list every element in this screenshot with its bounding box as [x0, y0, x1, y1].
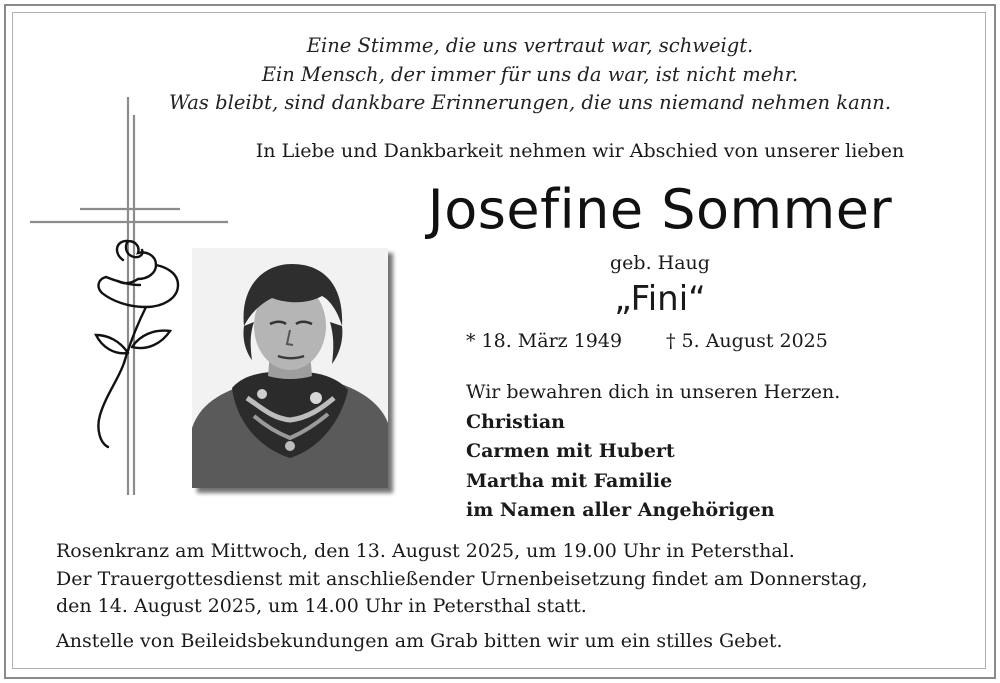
death-date: † 5. August 2025 — [666, 330, 828, 352]
maiden-name: geb. Haug — [610, 252, 710, 274]
mourners-block — [466, 378, 840, 526]
birth-date: * 18. März 1949 — [466, 330, 623, 352]
mourner-name: Christian — [466, 410, 565, 433]
closing-note: Anstelle von Beileidsbekundungen am Grab bitten wir um ein stilles Gebet. — [56, 630, 783, 652]
portrait-photo — [192, 248, 388, 488]
deceased-name: Josefine Sommer — [427, 178, 893, 241]
service-line-3: den 14. August 2025, um 14.00 Uhr in Petersthal statt. — [56, 595, 587, 617]
mourner-name: Carmen mit Hubert — [466, 440, 675, 462]
mourner-name: im Namen aller Angehörigen — [466, 499, 775, 521]
nickname: „Fini“ — [614, 279, 706, 319]
mourner-name: Martha mit Familie — [466, 469, 673, 492]
intro-text: In Liebe und Dankbarkeit nehmen wir Abschied von unserer lieben — [255, 140, 905, 162]
poem-line-3: Was bleibt, sind dankbare Erinnerungen, die uns niemand nehmen kann. — [168, 91, 892, 114]
service-line-1: Rosenkranz am Mittwoch, den 13. August 2025, um 19.00 Uhr in Petersthal. — [56, 540, 795, 562]
service-info — [56, 538, 868, 621]
poem-line-1: Eine Stimme, die uns vertraut war, schweigt. — [306, 34, 754, 57]
service-line-2: Der Trauergottesdienst mit anschließender Urnenbeisetzung findet am Donnerstag, — [56, 567, 868, 590]
poem-line-2: Ein Mensch, der immer für uns da war, ist nicht mehr. — [261, 62, 799, 86]
mourners-message: Wir bewahren dich in unseren Herzen. — [466, 381, 841, 403]
poem — [150, 32, 910, 118]
